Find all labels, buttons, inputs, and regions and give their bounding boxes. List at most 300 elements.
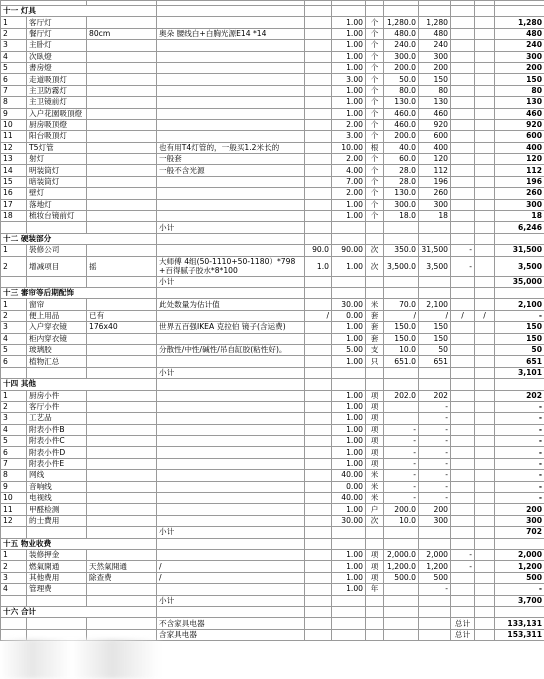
table-cell[interactable]: 300	[495, 51, 544, 62]
empty-cell[interactable]	[475, 629, 495, 640]
table-cell[interactable]	[157, 62, 305, 73]
table-cell[interactable]: 1.00	[332, 584, 366, 595]
table-cell[interactable]: 主卫镜前灯	[27, 97, 87, 108]
table-cell[interactable]: 1.00	[332, 62, 366, 73]
table-cell[interactable]: 480	[495, 28, 544, 39]
empty-cell[interactable]	[1, 222, 27, 233]
table-cell[interactable]: 10.0	[384, 344, 419, 355]
table-cell[interactable]: 1.00	[332, 356, 366, 367]
empty-cell[interactable]	[332, 618, 366, 629]
table-cell[interactable]	[475, 176, 495, 187]
table-cell[interactable]: 1.00	[332, 333, 366, 344]
table-cell[interactable]: 3	[1, 572, 27, 583]
table-cell[interactable]: 500	[419, 572, 451, 583]
table-cell[interactable]: 460	[495, 108, 544, 119]
table-cell[interactable]: 1	[1, 549, 27, 560]
table-cell[interactable]	[305, 401, 332, 412]
table-cell[interactable]: 项	[366, 390, 384, 401]
table-cell[interactable]: -	[495, 413, 544, 424]
table-cell[interactable]: 70.0	[384, 299, 419, 310]
table-cell[interactable]: -	[495, 493, 544, 504]
table-cell[interactable]: 50	[495, 344, 544, 355]
table-cell[interactable]: 112	[495, 165, 544, 176]
table-cell[interactable]: 附表小件C	[27, 436, 87, 447]
empty-cell[interactable]	[495, 6, 544, 17]
table-cell[interactable]: 11	[1, 504, 27, 515]
table-cell[interactable]: 柜内穿衣镜	[27, 333, 87, 344]
table-cell[interactable]: /	[451, 310, 475, 321]
table-cell[interactable]: 460	[419, 108, 451, 119]
empty-cell[interactable]	[366, 629, 384, 640]
empty-cell[interactable]	[451, 276, 475, 287]
table-cell[interactable]	[305, 199, 332, 210]
table-cell[interactable]: 40.00	[332, 493, 366, 504]
table-cell[interactable]	[305, 176, 332, 187]
table-cell[interactable]	[87, 436, 157, 447]
table-cell[interactable]: 3.00	[332, 131, 366, 142]
table-cell[interactable]: 150.0	[384, 322, 419, 333]
empty-cell[interactable]	[366, 222, 384, 233]
empty-cell[interactable]	[475, 618, 495, 629]
table-cell[interactable]: 摇	[87, 256, 157, 276]
section-title[interactable]: 十六 合计	[1, 606, 157, 617]
table-cell[interactable]: 4	[1, 333, 27, 344]
table-cell[interactable]	[87, 333, 157, 344]
table-cell[interactable]: 200	[495, 504, 544, 515]
empty-cell[interactable]	[1, 276, 27, 287]
table-cell[interactable]	[305, 333, 332, 344]
table-cell[interactable]: -	[495, 584, 544, 595]
table-cell[interactable]	[157, 504, 305, 515]
empty-cell[interactable]	[366, 6, 384, 17]
table-cell[interactable]: 支	[366, 344, 384, 355]
table-cell[interactable]	[451, 154, 475, 165]
empty-cell[interactable]	[475, 222, 495, 233]
table-cell[interactable]	[305, 390, 332, 401]
table-cell[interactable]: 1	[1, 245, 27, 256]
table-cell[interactable]: 3	[1, 413, 27, 424]
table-cell[interactable]: 3,500.0	[384, 256, 419, 276]
table-cell[interactable]: 2,000	[495, 549, 544, 560]
grand-total-value[interactable]: 133,131	[495, 618, 544, 629]
table-cell[interactable]: 米	[366, 481, 384, 492]
table-cell[interactable]	[87, 40, 157, 51]
empty-cell[interactable]	[87, 367, 157, 378]
empty-cell[interactable]	[332, 6, 366, 17]
table-cell[interactable]: 也有用T4灯管的，一般买1.2米长的	[157, 142, 305, 153]
table-cell[interactable]	[305, 62, 332, 73]
empty-cell[interactable]	[384, 527, 419, 538]
table-cell[interactable]	[87, 188, 157, 199]
empty-cell[interactable]	[419, 287, 451, 298]
empty-cell[interactable]	[384, 367, 419, 378]
empty-cell[interactable]	[384, 276, 419, 287]
table-cell[interactable]	[305, 28, 332, 39]
table-cell[interactable]: 120	[419, 154, 451, 165]
table-cell[interactable]	[475, 584, 495, 595]
table-cell[interactable]: 套	[366, 322, 384, 333]
empty-cell[interactable]	[384, 618, 419, 629]
empty-cell[interactable]	[87, 527, 157, 538]
table-cell[interactable]	[451, 119, 475, 130]
table-cell[interactable]	[87, 424, 157, 435]
table-cell[interactable]	[305, 515, 332, 526]
table-cell[interactable]: 1.00	[332, 322, 366, 333]
table-cell[interactable]: 1.00	[332, 504, 366, 515]
table-cell[interactable]	[305, 131, 332, 142]
table-cell[interactable]	[305, 470, 332, 481]
table-cell[interactable]	[87, 119, 157, 130]
table-cell[interactable]: 项	[366, 458, 384, 469]
table-cell[interactable]	[475, 515, 495, 526]
table-cell[interactable]	[157, 108, 305, 119]
table-cell[interactable]: 附表小件D	[27, 447, 87, 458]
table-cell[interactable]	[475, 470, 495, 481]
table-cell[interactable]	[157, 188, 305, 199]
empty-cell[interactable]	[495, 379, 544, 390]
empty-cell[interactable]	[451, 367, 475, 378]
table-cell[interactable]	[451, 51, 475, 62]
empty-cell[interactable]	[366, 606, 384, 617]
table-cell[interactable]: 400	[419, 142, 451, 153]
table-cell[interactable]: 150	[419, 74, 451, 85]
empty-cell[interactable]	[419, 222, 451, 233]
table-cell[interactable]	[384, 584, 419, 595]
empty-cell[interactable]	[366, 538, 384, 549]
table-cell[interactable]: 200	[495, 62, 544, 73]
table-cell[interactable]	[305, 424, 332, 435]
table-cell[interactable]	[305, 299, 332, 310]
table-cell[interactable]	[157, 211, 305, 222]
table-cell[interactable]	[451, 62, 475, 73]
empty-cell[interactable]	[475, 606, 495, 617]
table-cell[interactable]: 项	[366, 424, 384, 435]
table-cell[interactable]	[87, 481, 157, 492]
table-cell[interactable]	[475, 108, 495, 119]
table-cell[interactable]: -	[419, 447, 451, 458]
table-cell[interactable]	[157, 413, 305, 424]
subtotal-value[interactable]: 3,101	[495, 367, 544, 378]
table-cell[interactable]	[157, 333, 305, 344]
table-cell[interactable]: 射灯	[27, 154, 87, 165]
table-cell[interactable]: 480	[419, 28, 451, 39]
empty-cell[interactable]	[495, 606, 544, 617]
table-cell[interactable]	[87, 504, 157, 515]
table-cell[interactable]	[451, 211, 475, 222]
table-cell[interactable]	[475, 436, 495, 447]
empty-cell[interactable]	[27, 595, 87, 606]
table-cell[interactable]: 窗帘	[27, 299, 87, 310]
empty-cell[interactable]	[27, 222, 87, 233]
table-cell[interactable]: 1.00	[332, 97, 366, 108]
table-cell[interactable]: /	[384, 310, 419, 321]
table-cell[interactable]	[475, 572, 495, 583]
table-cell[interactable]	[475, 333, 495, 344]
empty-cell[interactable]	[475, 287, 495, 298]
table-cell[interactable]	[87, 245, 157, 256]
subtotal-label[interactable]: 小计	[157, 595, 305, 606]
table-cell[interactable]	[157, 97, 305, 108]
table-cell[interactable]: 户	[366, 504, 384, 515]
empty-cell[interactable]	[332, 538, 366, 549]
table-cell[interactable]	[87, 85, 157, 96]
table-cell[interactable]	[475, 413, 495, 424]
table-cell[interactable]: 年	[366, 584, 384, 595]
table-cell[interactable]	[451, 40, 475, 51]
table-cell[interactable]	[305, 458, 332, 469]
empty-cell[interactable]	[366, 276, 384, 287]
table-cell[interactable]: 2	[1, 256, 27, 276]
table-cell[interactable]: 项	[366, 549, 384, 560]
empty-cell[interactable]	[87, 618, 157, 629]
table-cell[interactable]	[475, 51, 495, 62]
table-cell[interactable]: 3,500	[419, 256, 451, 276]
table-cell[interactable]: 600	[495, 131, 544, 142]
empty-cell[interactable]	[384, 379, 419, 390]
empty-cell[interactable]	[87, 222, 157, 233]
table-cell[interactable]: 个	[366, 119, 384, 130]
table-cell[interactable]	[451, 199, 475, 210]
table-cell[interactable]: 350.0	[384, 245, 419, 256]
empty-cell[interactable]	[87, 276, 157, 287]
empty-cell[interactable]	[332, 233, 366, 244]
table-cell[interactable]	[451, 85, 475, 96]
table-cell[interactable]	[384, 401, 419, 412]
table-cell[interactable]: 80.0	[384, 85, 419, 96]
table-cell[interactable]: 便上用品	[27, 310, 87, 321]
table-cell[interactable]	[87, 131, 157, 142]
table-cell[interactable]: -	[419, 481, 451, 492]
table-cell[interactable]: 150	[495, 322, 544, 333]
section-title[interactable]: 十四 其他	[1, 379, 157, 390]
table-cell[interactable]	[305, 572, 332, 583]
table-cell[interactable]	[157, 436, 305, 447]
table-cell[interactable]: 500	[495, 572, 544, 583]
table-cell[interactable]: -	[495, 470, 544, 481]
subtotal-label[interactable]: 小计	[157, 276, 305, 287]
table-cell[interactable]: 30.00	[332, 515, 366, 526]
section-title[interactable]: 十一 灯具	[1, 6, 157, 17]
empty-cell[interactable]	[305, 618, 332, 629]
table-cell[interactable]	[475, 322, 495, 333]
table-cell[interactable]: 260	[419, 188, 451, 199]
table-cell[interactable]: 196	[495, 176, 544, 187]
empty-cell[interactable]	[451, 379, 475, 390]
table-cell[interactable]	[87, 142, 157, 153]
empty-cell[interactable]	[384, 629, 419, 640]
table-cell[interactable]: 入户穿衣镜	[27, 322, 87, 333]
table-cell[interactable]: 项	[366, 413, 384, 424]
table-cell[interactable]	[305, 447, 332, 458]
table-cell[interactable]: 其他费用	[27, 572, 87, 583]
table-cell[interactable]: 此处数量为估计值	[157, 299, 305, 310]
table-cell[interactable]: 2.00	[332, 154, 366, 165]
table-cell[interactable]: 10	[1, 119, 27, 130]
table-cell[interactable]	[475, 356, 495, 367]
table-cell[interactable]: 项	[366, 561, 384, 572]
table-cell[interactable]	[475, 188, 495, 199]
table-cell[interactable]	[451, 493, 475, 504]
table-cell[interactable]	[305, 51, 332, 62]
table-cell[interactable]	[305, 154, 332, 165]
table-cell[interactable]: /	[475, 310, 495, 321]
table-cell[interactable]: 28.0	[384, 176, 419, 187]
table-cell[interactable]: /	[157, 572, 305, 583]
table-cell[interactable]	[475, 245, 495, 256]
empty-cell[interactable]	[451, 538, 475, 549]
table-cell[interactable]	[475, 97, 495, 108]
table-cell[interactable]: 个	[366, 131, 384, 142]
table-cell[interactable]: 6	[1, 356, 27, 367]
table-cell[interactable]: -	[451, 549, 475, 560]
table-cell[interactable]: 客厅灯	[27, 17, 87, 28]
empty-cell[interactable]	[419, 276, 451, 287]
table-cell[interactable]: 根	[366, 142, 384, 153]
table-cell[interactable]: 150	[419, 322, 451, 333]
table-cell[interactable]: 管理费	[27, 584, 87, 595]
table-cell[interactable]: 米	[366, 299, 384, 310]
table-cell[interactable]	[157, 176, 305, 187]
empty-cell[interactable]	[87, 595, 157, 606]
table-cell[interactable]	[157, 51, 305, 62]
table-cell[interactable]	[305, 119, 332, 130]
table-cell[interactable]	[157, 356, 305, 367]
table-cell[interactable]: 增减项目	[27, 256, 87, 276]
table-cell[interactable]: 附表小件B	[27, 424, 87, 435]
table-cell[interactable]: 920	[495, 119, 544, 130]
table-cell[interactable]: 入户花園吸頂燈	[27, 108, 87, 119]
table-cell[interactable]: 天然氣開通	[87, 561, 157, 572]
table-cell[interactable]: 梳妆台镜前灯	[27, 211, 87, 222]
table-cell[interactable]: 个	[366, 154, 384, 165]
table-cell[interactable]	[451, 515, 475, 526]
section-title[interactable]: 十五 物业收费	[1, 538, 157, 549]
table-cell[interactable]: 30.00	[332, 299, 366, 310]
empty-cell[interactable]	[305, 6, 332, 17]
table-cell[interactable]: 3,500	[495, 256, 544, 276]
empty-cell[interactable]	[384, 233, 419, 244]
grand-total-value[interactable]: 153,311	[495, 629, 544, 640]
empty-cell[interactable]	[475, 276, 495, 287]
table-cell[interactable]	[384, 413, 419, 424]
table-cell[interactable]	[87, 62, 157, 73]
table-cell[interactable]	[475, 458, 495, 469]
table-cell[interactable]	[475, 549, 495, 560]
empty-cell[interactable]	[495, 538, 544, 549]
table-cell[interactable]: 80cm	[87, 28, 157, 39]
table-cell[interactable]: 10.0	[384, 515, 419, 526]
table-cell[interactable]: 1.00	[332, 85, 366, 96]
table-cell[interactable]: 18	[495, 211, 544, 222]
table-cell[interactable]	[451, 481, 475, 492]
table-cell[interactable]	[157, 119, 305, 130]
empty-cell[interactable]	[1, 618, 27, 629]
table-cell[interactable]	[87, 74, 157, 85]
table-cell[interactable]: 大师傅 4组(50-1110+50-1180）*798 +百得腻子胶水*8*100	[157, 256, 305, 276]
section-title[interactable]: 十二 硬装部分	[1, 233, 157, 244]
table-cell[interactable]: 260	[495, 188, 544, 199]
table-cell[interactable]: 7	[1, 85, 27, 96]
table-cell[interactable]	[475, 504, 495, 515]
table-cell[interactable]: 个	[366, 211, 384, 222]
table-cell[interactable]: 1.00	[332, 40, 366, 51]
table-cell[interactable]	[451, 413, 475, 424]
empty-cell[interactable]	[305, 595, 332, 606]
table-cell[interactable]: -	[495, 310, 544, 321]
empty-cell[interactable]	[419, 538, 451, 549]
empty-cell[interactable]	[419, 233, 451, 244]
table-cell[interactable]: 套	[366, 333, 384, 344]
table-cell[interactable]: 600	[419, 131, 451, 142]
empty-cell[interactable]	[305, 287, 332, 298]
table-cell[interactable]: 202	[419, 390, 451, 401]
table-cell[interactable]: 植物汇总	[27, 356, 87, 367]
table-cell[interactable]	[305, 211, 332, 222]
table-cell[interactable]: 4	[1, 584, 27, 595]
table-cell[interactable]	[451, 322, 475, 333]
table-cell[interactable]: 2	[1, 401, 27, 412]
table-cell[interactable]: 项	[366, 572, 384, 583]
table-cell[interactable]	[451, 470, 475, 481]
table-cell[interactable]: 8	[1, 97, 27, 108]
table-cell[interactable]	[87, 356, 157, 367]
table-cell[interactable]: 1.00	[332, 436, 366, 447]
table-cell[interactable]	[305, 322, 332, 333]
empty-cell[interactable]	[475, 367, 495, 378]
table-cell[interactable]: 个	[366, 17, 384, 28]
empty-cell[interactable]	[384, 6, 419, 17]
grand-total-caption[interactable]: 总计	[451, 618, 475, 629]
empty-cell[interactable]	[451, 233, 475, 244]
table-cell[interactable]	[451, 424, 475, 435]
table-cell[interactable]: 1.00	[332, 28, 366, 39]
table-cell[interactable]: 个	[366, 74, 384, 85]
table-cell[interactable]: 書房燈	[27, 62, 87, 73]
empty-cell[interactable]	[495, 233, 544, 244]
table-cell[interactable]: 1.00	[332, 51, 366, 62]
table-cell[interactable]: -	[384, 447, 419, 458]
table-cell[interactable]	[305, 436, 332, 447]
empty-cell[interactable]	[1, 527, 27, 538]
table-cell[interactable]: 1	[1, 299, 27, 310]
table-cell[interactable]: 2.00	[332, 188, 366, 199]
table-cell[interactable]	[157, 424, 305, 435]
table-cell[interactable]: T5灯管	[27, 142, 87, 153]
table-cell[interactable]: 240	[419, 40, 451, 51]
table-cell[interactable]	[87, 176, 157, 187]
table-cell[interactable]: 200	[419, 62, 451, 73]
table-cell[interactable]: 40.0	[384, 142, 419, 153]
empty-cell[interactable]	[1, 367, 27, 378]
table-cell[interactable]	[475, 211, 495, 222]
table-cell[interactable]: 1.00	[332, 458, 366, 469]
table-cell[interactable]: 176x40	[87, 322, 157, 333]
table-cell[interactable]	[157, 17, 305, 28]
section-title[interactable]: 十三 審帘等后期配饰	[1, 287, 157, 298]
table-cell[interactable]: 网线	[27, 470, 87, 481]
empty-cell[interactable]	[419, 618, 451, 629]
table-cell[interactable]: 次	[366, 256, 384, 276]
table-cell[interactable]: 项	[366, 436, 384, 447]
empty-cell[interactable]	[475, 538, 495, 549]
table-cell[interactable]: 112	[419, 165, 451, 176]
table-cell[interactable]: 1.00	[332, 211, 366, 222]
empty-cell[interactable]	[332, 222, 366, 233]
table-cell[interactable]	[475, 481, 495, 492]
table-cell[interactable]: 150.0	[384, 333, 419, 344]
table-cell[interactable]: 2,100	[495, 299, 544, 310]
table-cell[interactable]: 651	[419, 356, 451, 367]
